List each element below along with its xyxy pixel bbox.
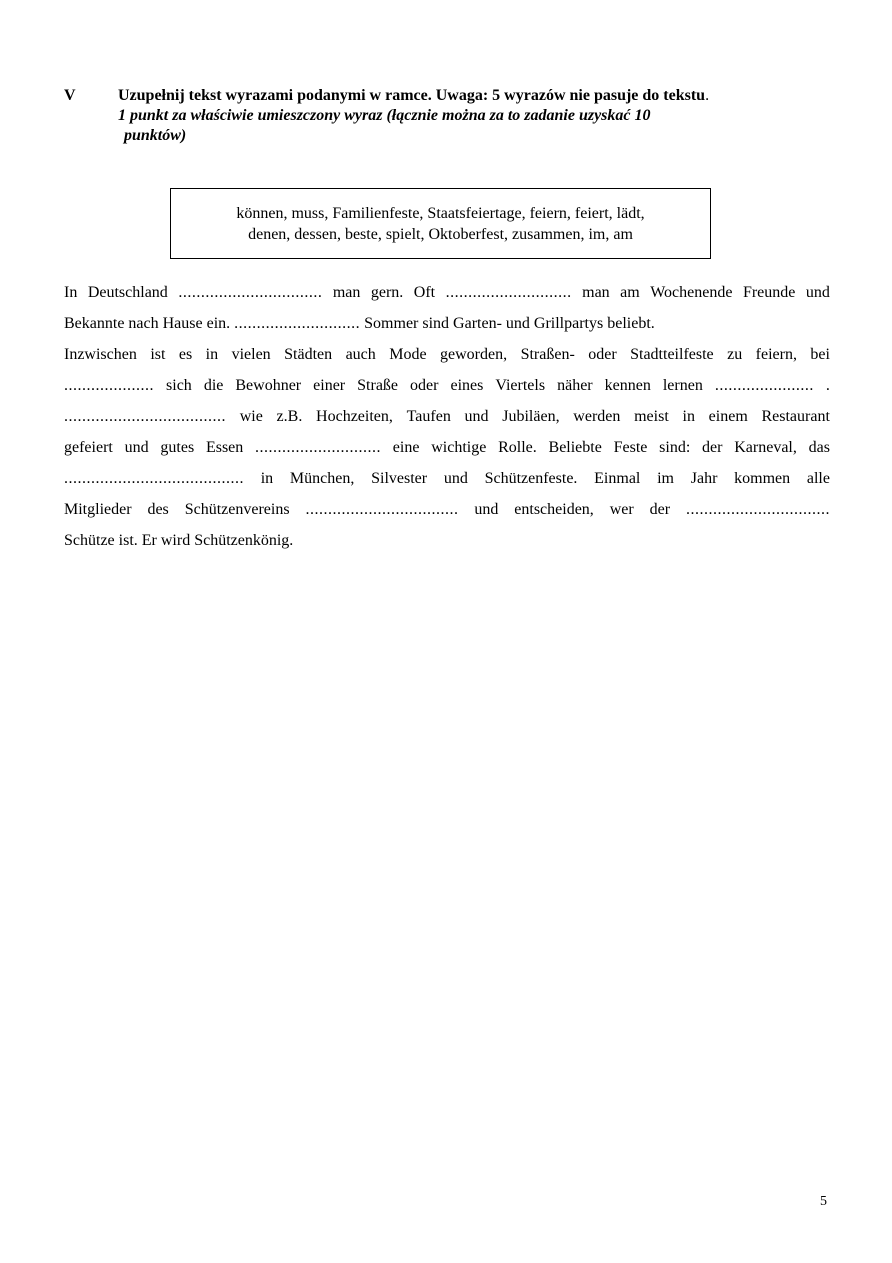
text-word: Viertels	[495, 377, 546, 394]
text-word: werden	[573, 408, 621, 425]
text-word: am	[620, 284, 640, 301]
text-word: Stadtteilfeste	[630, 346, 714, 363]
text-word: bei	[810, 346, 830, 363]
text-word: Essen	[205, 439, 244, 456]
text-word: lernen	[662, 377, 703, 394]
text-word: es	[178, 346, 193, 363]
text-word: wer	[609, 501, 634, 518]
text-word: einem	[708, 408, 748, 425]
scoring-note-line-1: 1 punkt za właściwie umieszczony wyraz (łącznie można za to zadanie uzyskać 10	[118, 107, 651, 124]
text-word: näher	[557, 377, 593, 394]
text-word: Oft	[413, 284, 436, 301]
word-box	[170, 188, 711, 259]
text-word: Beliebte	[548, 439, 602, 456]
text-word: oder	[588, 346, 617, 363]
text-word: Mitglieder	[64, 501, 132, 518]
text-line-1	[64, 281, 830, 312]
text-word: alle	[806, 470, 830, 487]
answer-gap[interactable]: ........................................	[64, 470, 244, 487]
text-word: entscheiden,	[514, 501, 594, 518]
text-word: und	[443, 470, 468, 487]
text-word: in	[682, 408, 695, 425]
text-word: die	[203, 377, 224, 394]
text-word: Hochzeiten,	[316, 408, 393, 425]
text-line-2	[64, 312, 830, 343]
text-word: und	[124, 439, 149, 456]
text-word: und	[464, 408, 489, 425]
task-instruction	[118, 86, 848, 106]
text-word: in	[260, 470, 274, 487]
text-word: kennen	[604, 377, 651, 394]
text-word: meist	[634, 408, 669, 425]
text-word: des	[147, 501, 169, 518]
text-word: ist	[150, 346, 166, 363]
text-word: man	[332, 284, 361, 301]
answer-gap[interactable]: ......................	[714, 377, 814, 394]
instruction-period: .	[705, 87, 710, 104]
text-word: Schützenvereins	[184, 501, 290, 518]
text-line-9	[64, 529, 830, 560]
instruction-text: Uzupełnij tekst wyrazami podanymi w ramce. Uwaga: 5 wyrazów nie pasuje do tekstu	[118, 87, 706, 104]
text-word: Städten	[284, 346, 333, 363]
text-word: München,	[289, 470, 355, 487]
text-word: sich	[166, 377, 192, 394]
text-word: wichtige	[431, 439, 487, 456]
text-line-4	[64, 374, 830, 405]
scoring-note	[118, 106, 738, 146]
text-word: Straße	[357, 377, 399, 394]
text-word: Straßen-	[520, 346, 575, 363]
text-word: im	[657, 470, 674, 487]
text-word: einer	[313, 377, 346, 394]
text-word: Mode	[389, 346, 427, 363]
text-word: Karneval,	[734, 439, 797, 456]
text-word: Taufen	[406, 408, 451, 425]
text-word: Rolle.	[498, 439, 537, 456]
text-word: und	[474, 501, 499, 518]
text-word: eines	[450, 377, 484, 394]
text-word: kommen	[734, 470, 791, 487]
answer-gap[interactable]: ............................	[255, 439, 382, 456]
text-line-8	[64, 498, 830, 529]
text-word: Einmal	[594, 470, 641, 487]
text-word: Jahr	[690, 470, 718, 487]
text-word: .	[825, 377, 830, 394]
text-word: feiern,	[755, 346, 797, 363]
text-word: Schütze ist. Er wird Schützenkönig.	[64, 532, 294, 549]
text-word: gefeiert	[64, 439, 113, 456]
answer-gap[interactable]: ..................................	[305, 501, 459, 518]
text-word: Restaurant	[761, 408, 830, 425]
text-word: Inzwischen	[64, 346, 137, 363]
text-line-6	[64, 436, 830, 467]
text-word: das	[808, 439, 830, 456]
text-line-7	[64, 467, 830, 498]
text-word: der	[702, 439, 723, 456]
text-word: wie	[239, 408, 263, 425]
text-word: Jubiläen,	[502, 408, 560, 425]
text-word: vielen	[231, 346, 271, 363]
answer-gap[interactable]: ................................	[178, 284, 323, 301]
answer-gap[interactable]: ............................	[234, 315, 361, 332]
task-number: V	[64, 87, 76, 104]
text-word: Feste	[613, 439, 648, 456]
text-word: Freunde	[742, 284, 796, 301]
word-box-line-1: können, muss, Familienfeste, Staatsfeiertage, feiern, feiert, lädt,	[236, 204, 645, 222]
text-word: Wochenende	[650, 284, 733, 301]
text-word: und	[805, 284, 830, 301]
word-box-line-2: denen, dessen, beste, spielt, Oktoberfest, zusammen, im, am	[248, 225, 633, 243]
scoring-note-line-2: punktów)	[124, 127, 187, 144]
text-word: auch	[345, 346, 376, 363]
text-word: in	[205, 346, 219, 363]
answer-gap[interactable]: ....................	[64, 377, 154, 394]
answer-gap[interactable]: ................................	[685, 501, 830, 518]
text-word: Deutschland	[87, 284, 168, 301]
text-word: gutes	[160, 439, 195, 456]
page-number: 5	[820, 1194, 827, 1209]
text-word: sind:	[659, 439, 691, 456]
text-word: eine	[392, 439, 420, 456]
text-word: Bekannte nach Hause ein.	[64, 315, 231, 332]
answer-gap[interactable]: ....................................	[64, 408, 226, 425]
text-word: Sommer sind Garten- und Grillpartys beliebt.	[364, 315, 655, 332]
text-word: gern.	[370, 284, 404, 301]
text-word: Schützenfeste.	[484, 470, 578, 487]
text-word: Bewohner	[235, 377, 302, 394]
text-word: geworden,	[440, 346, 508, 363]
text-word: z.B.	[276, 408, 303, 425]
text-word: zu	[727, 346, 743, 363]
text-word: oder	[410, 377, 439, 394]
text-word: In	[64, 284, 78, 301]
text-word: der	[649, 501, 671, 518]
text-word: man	[582, 284, 610, 301]
text-line-5	[64, 405, 830, 436]
text-line-3	[64, 343, 830, 374]
cloze-text	[64, 281, 830, 560]
answer-gap[interactable]: ............................	[445, 284, 572, 301]
text-word: Silvester	[371, 470, 428, 487]
